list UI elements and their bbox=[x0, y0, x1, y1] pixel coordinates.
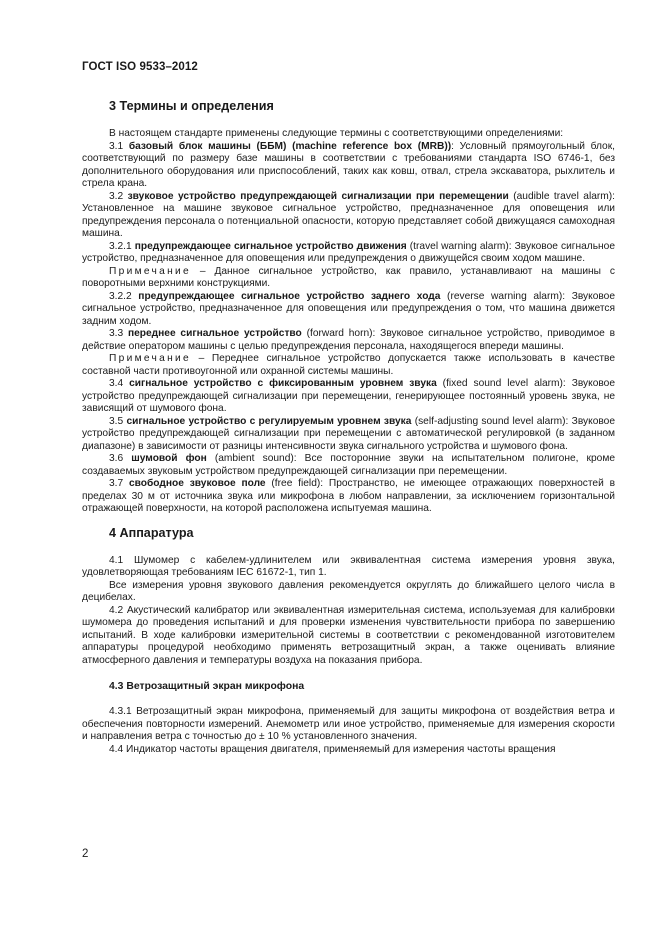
term-3-2-2: 3.2.2 предупреждающее сигнальное устройство заднего хода (reverse warning alarm): Звуковое сигнальное устройство, предназначенное для оповещения или предупреждения о том, что машина движется задним ходом. bbox=[82, 290, 615, 327]
subsection-4-3-title: 4.3 Ветрозащитный экран микрофона bbox=[109, 681, 305, 692]
note-2: Примечание – Переднее сигнальное устройство допускается также использовать в качестве составной части противоугонной или охранной системы машины. bbox=[82, 353, 615, 377]
paragraph-4-1-rounding: Все измерения уровня звукового давления рекомендуется округлять до ближайшего целого числа в децибелах. bbox=[82, 579, 615, 603]
page-number: 2 bbox=[82, 848, 89, 860]
term-3-7: 3.7 свободное звуковое поле (free field): Пространство, не имеющее отражающих поверхностей в пределах 30 м от источника звука или микрофона в любом направлении, за исключением горизонтальной отражающей поверхности, на которой расположена испытуемая машина. bbox=[82, 478, 615, 514]
paragraph-4-1: 4.1 Шумомер с кабелем-удлинителем или эквивалентная система измерения уровня звука, удовлетворяющая требованиям IEC 61672-1, тип 1. bbox=[82, 554, 615, 578]
standard-header: ГОСТ ISO 9533–2012 bbox=[82, 61, 198, 73]
paragraph-4-3-1: 4.3.1 Ветрозащитный экран микрофона, применяемый для защиты микрофона от воздействия ветра и обеспечения повторности измерений. Анемометр или иное устройство, применяемые для измерения скорости и направления ветра с точностью до ± 10 % установленного значения. bbox=[82, 706, 615, 742]
section-3-intro: В настоящем стандарте применены следующие термины с соответствующими определениями: bbox=[109, 128, 564, 139]
page-content bbox=[82, 99, 615, 756]
note-1: Примечание – Данное сигнальное устройство, как правило, устанавливают на машины с поворотными верхними конструкциями. bbox=[82, 265, 615, 289]
section-3-title: 3 Термины и определения bbox=[109, 99, 274, 113]
term-3-6: 3.6 шумовой фон (ambient sound): Все посторонние звуки на испытательном полигоне, кроме создаваемых звуковым устройством предупреждающей сигнализации при перемещении. bbox=[82, 453, 616, 477]
term-3-2: 3.2 звуковое устройство предупреждающей сигнализации при перемещении (audible travel alarm): Установленное на машине звуковое сигнальное устройство, предназначенное для оповещения или предупреждения персонала о потенциальной опасности, которую представляет собой движущаяся самоходная машина. bbox=[82, 190, 615, 239]
term-3-3: 3.3 переднее сигнальное устройство (forward horn): Звуковое сигнальное устройство, приводимое в действие оператором машины с целью предупреждения персонала, находящегося впереди машины. bbox=[82, 328, 616, 352]
term-3-4: 3.4 сигнальное устройство с фиксированным уровнем звука (fixed sound level alarm): Звуковое устройство предупреждающей сигнализации при перемещении, генерирующее постоянный уровень звука, не зависящий от шумового фона. bbox=[82, 378, 615, 414]
section-4-title: 4 Аппаратура bbox=[109, 525, 194, 540]
paragraph-4-4: 4.4 Индикатор частоты вращения двигателя, применяемый для измерения частоты вращения bbox=[109, 743, 556, 755]
term-3-2-1: 3.2.1 предупреждающее сигнальное устройство движения (travel warning alarm): Звуковое сигнальное устройство, предназначенное для оповещения или предупреждения о движущейся своим ходом машине. bbox=[82, 240, 615, 264]
paragraph-4-2: 4.2 Акустический калибратор или эквивалентная измерительная система, используемая для калибровки шумомера до проведения испытаний и для проверки изменения чувствительности прибора по завершению испытаний. В ходе калибровки измерительной системы в соответствии с рекомендованной изготовителем аппаратуры процедурой необходимо применять ветрозащитный экран, а также оценивать влияние атмосферного давления и температуры воздуха на показания прибора. bbox=[82, 604, 615, 666]
term-3-5: 3.5 сигнальное устройство с регулируемым уровнем звука (self-adjusting sound level alarm): Звуковое устройство предупреждающей сигнализации при перемещении с автоматической регулировкой (в заданном диапазоне) в зависимости от разницы интенсивности звука сигнального устройства и шумового фона. bbox=[82, 415, 615, 452]
term-3-1: 3.1 базовый блок машины (ББМ) (machine reference box (MRB)): Условный прямоугольный блок, соответствующий по размеру базе машины в соответствии с требованиями стандарта ISO 6746-1, без дополнительного оборудования или приспособлений, таких как ковш, отвал, стрела экскаватора, рыхлитель и стрела крана. bbox=[82, 140, 615, 189]
